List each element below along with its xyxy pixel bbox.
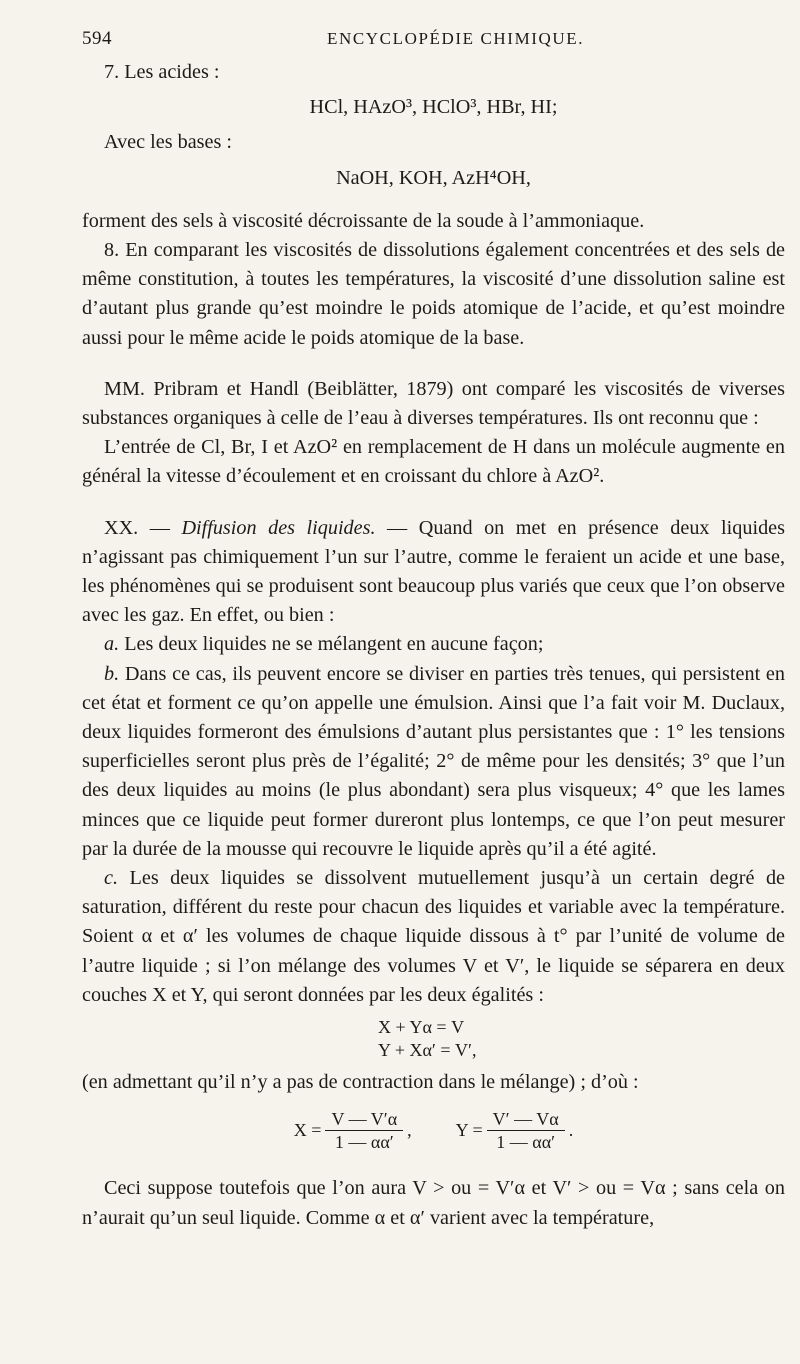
paragraph-salts: forment des sels à viscosité décroissante de la soude à l’ammoniaque. (82, 209, 645, 232)
case-b-label: b. (104, 662, 120, 685)
case-c-text: Les deux liquides se dissolvent mutuellement jusqu’à un certain degré de saturation, différent du reste pour chacun des liquides et variable avec la température. Soient α et α′ les volumes de chaque liquide dissous à t° par l’unité de volume de l’autre liquide ; si l’on mélange des volumes V et V′, le liquide se séparera en deux couches X et Y, qui seront données par les deux égalités : (82, 867, 785, 1006)
paragraph-substitution: L’entrée de Cl, Br, I et AzO² en remplacement de H dans un molécule augmente en général la vitesse d’écoulement et en croissant du chlore à AzO². (82, 436, 785, 488)
section-number: XX. — (104, 516, 182, 539)
case-c-label: c. (104, 867, 119, 890)
fraction-y-denominator: 1 — αα′ (496, 1132, 556, 1153)
fraction-x-denominator: 1 — αα′ (334, 1132, 394, 1153)
page-number: 594 (82, 28, 112, 49)
equation-block (82, 1016, 785, 1062)
paragraph-acids-intro: 7. Les acides : (104, 61, 220, 83)
fraction-x-body (325, 1109, 403, 1152)
fraction-y-tail: . (568, 1120, 574, 1141)
fraction-x (294, 1109, 412, 1152)
fraction-y-body (487, 1109, 565, 1152)
paragraph-pribram-handl: MM. Pribram et Handl (Beiblätter, 1879) ont comparé les viscosités de viverses substances organiques à celle de l’eau à diverses températures. Ils ont reconnu que : (82, 377, 785, 430)
body-text (82, 58, 785, 1233)
equation-1: X + Yα = V (378, 1017, 465, 1038)
fraction-equations (82, 1109, 785, 1152)
paragraph-comparison: 8. En comparant les viscosités de dissolutions également concentrées et des sels de même constitution, à toutes les températures, la viscosité d’une dissolution saline est d’autant plus grande qu’est moindre le poids atomique de l’acide, et qu’est moindre aussi pour le même acide le poids atomique de la base. (82, 239, 785, 349)
paragraph-conditions: Ceci suppose toutefois que l’on aura V > ou = V′α et V′ > ou = Vα ; sans cela on n’aurait qu’un seul liquide. Comme α et α′ varient avec la température, (82, 1177, 785, 1229)
case-a-label: a. (104, 633, 120, 656)
case-c (82, 864, 785, 1010)
fraction-x-numerator: V — V′α (325, 1109, 403, 1131)
section-diffusion (82, 514, 785, 631)
fraction-y-lhs: Y = (455, 1120, 483, 1141)
page-header (82, 28, 776, 50)
section-title: Diffusion des liquides. (181, 516, 376, 539)
fraction-x-tail: , (407, 1120, 412, 1141)
paragraph-bases-intro: Avec les bases : (104, 131, 232, 154)
formula-acids: HCl, HAzO³, HClO³, HBr, HI; (309, 96, 558, 119)
section-intro-text: — Quand on met en présence deux liquides n’agissant pas chimiquement l’un sur l’autre, comme le feraient un acide et une base, les phénomènes qui se produisent sont beaucoup plus variés que ceux que l’on observe avec les gaz. En effet, ou bien : (82, 516, 785, 627)
case-a (82, 630, 785, 659)
running-title: ENCYCLOPÉDIE CHIMIQUE. (327, 29, 585, 48)
fraction-y-numerator: V′ — Vα (487, 1109, 565, 1131)
equation-2: Y + Xα′ = V′, (378, 1040, 477, 1061)
paragraph-no-contraction: (en admettant qu’il n’y a pas de contraction dans le mélange) ; d’où : (82, 1071, 639, 1094)
case-b-text: Dans ce cas, ils peuvent encore se diviser en parties très tenues, qui persistent en cet état et forment ce qu’on appelle une émulsion. Ainsi que l’a fait voir M. Duclaux, deux liquides formeront des émulsions d’autant plus persistantes que : 1° les tensions superficielles seront plus près de l’égalité; 2° de même pour les densités; 3° que l’un des deux liquides au moins (le plus abondant) sera plus visqueux; 4° que les lames minces que ce liquide peut former dureront plus lontemps, ce que l’on peut mesurer par la durée de la mousse qui recouvre le liquide après qu’il a été agité. (82, 662, 785, 860)
fraction-y (456, 1109, 574, 1152)
case-a-text: Les deux liquides ne se mélangent en aucune façon; (119, 633, 544, 656)
fraction-x-lhs: X = (293, 1120, 322, 1141)
formula-bases: NaOH, KOH, AzH⁴OH, (336, 166, 531, 189)
case-b (82, 660, 785, 864)
